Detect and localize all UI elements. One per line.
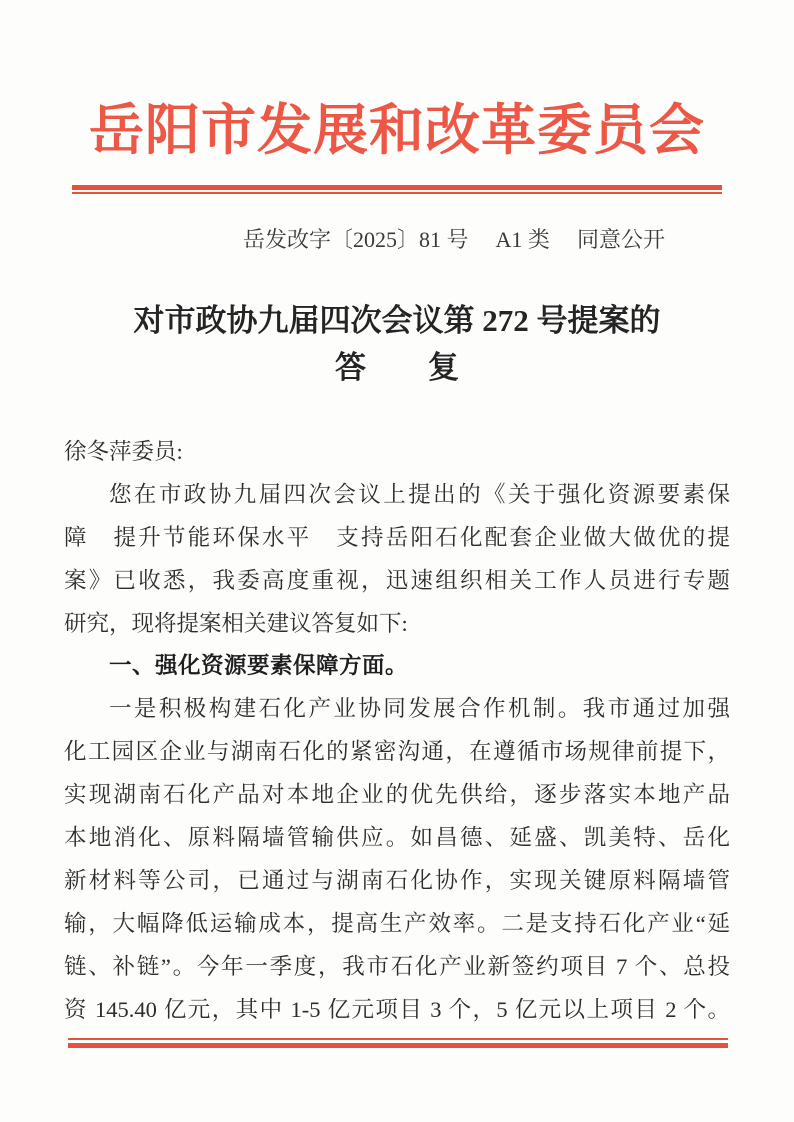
body-line: 实现湖南石化产品对本地企业的优先供给，逐步落实本地产品: [64, 782, 730, 808]
salutation-line: 徐冬萍委员:: [64, 439, 183, 464]
body-line: 障 提升节能环保水平 支持岳阳石化配套企业做大做优的提: [64, 524, 730, 550]
body-line: 化工园区企业与湖南石化的紧密沟通，在遵循市场规律前提下，: [64, 739, 730, 765]
doc-number: 岳发改字〔2025〕81 号: [243, 227, 469, 252]
rule-thin-line: [72, 192, 722, 194]
document-title-line1: 对市政协九届四次会议第 272 号提案的: [133, 303, 661, 338]
document-title: [0, 297, 794, 391]
body-line: 资 145.40 亿元，其中 1-5 亿元项目 3 个，5 亿元以上项目 2 个。: [64, 996, 730, 1022]
letterhead-org-name: 岳阳市发展和改革委员会: [88, 100, 705, 161]
document-body: [64, 431, 730, 1031]
rule-thick-line: [68, 1043, 728, 1048]
body-line: 链、补链”。今年一季度，我市石化产业新签约项目 7 个、总投: [64, 953, 730, 979]
body-line: 您在市政协九届四次会议上提出的《关于强化资源要素保: [109, 481, 730, 507]
body-line: 输，大幅降低运输成本，提高生产效率。二是支持石化产业“延: [64, 910, 730, 936]
body-line: 研究，现将提案相关建议答复如下:: [64, 610, 408, 636]
body-line: 案》已收悉，我委高度重视，迅速组织相关工作人员进行专题: [64, 567, 730, 593]
body-line: 本地消化、原料隔墙管输供应。如昌德、延盛、凯美特、岳化: [64, 825, 730, 851]
doc-category: A1 类: [495, 227, 550, 252]
footer-double-rule: [68, 1038, 728, 1048]
doc-meta-line: [121, 223, 787, 254]
letterhead-double-rule: [72, 185, 722, 194]
body-line: 一是积极构建石化产业协同发展合作机制。我市通过加强: [109, 696, 730, 722]
body-line: 新材料等公司，已通过与湖南石化协作，实现关键原料隔墙管: [64, 867, 730, 893]
document-title-line2: 答 复: [335, 350, 459, 385]
section-heading: 一、强化资源要素保障方面。: [109, 653, 409, 679]
doc-disclosure: 同意公开: [576, 227, 665, 252]
